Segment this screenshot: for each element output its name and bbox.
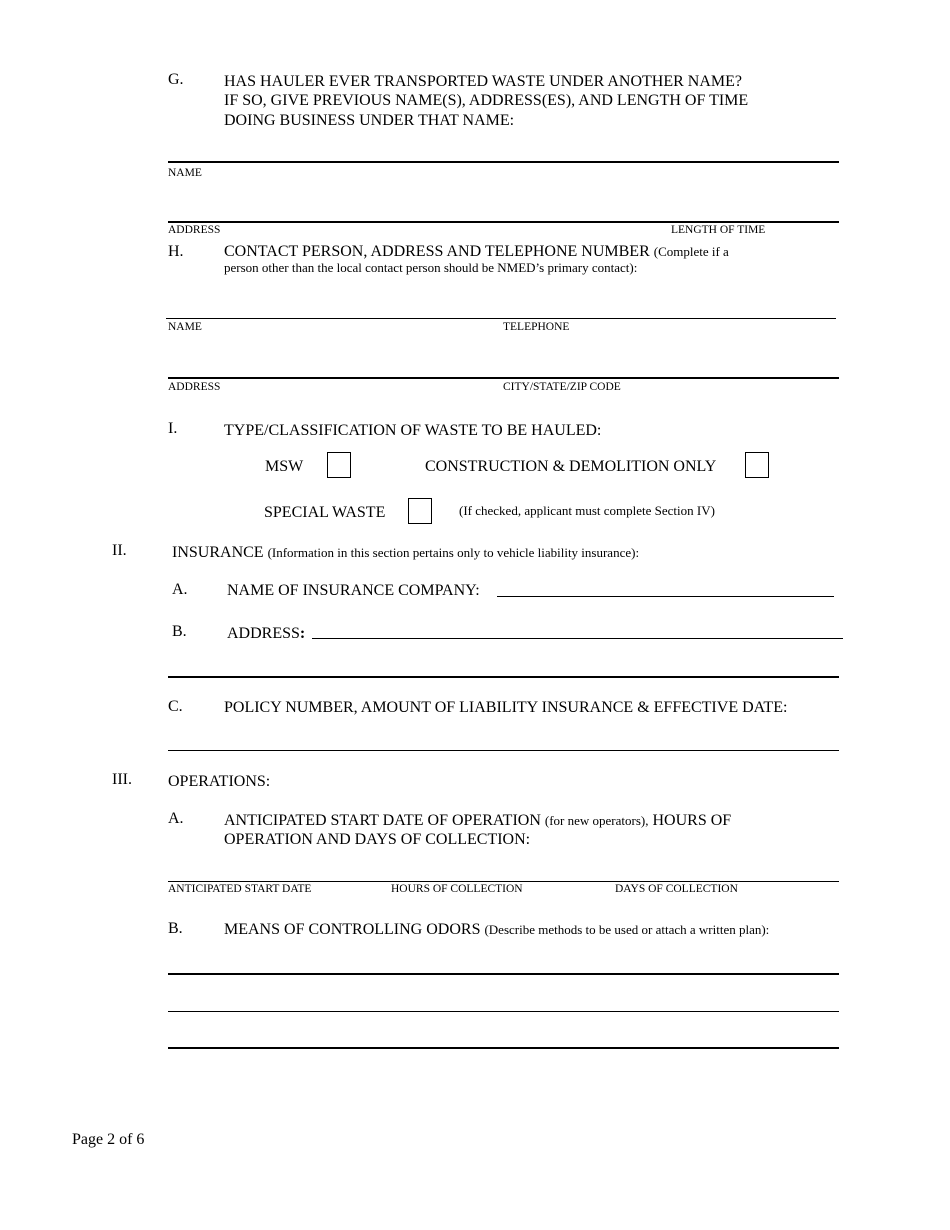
odors-line-2[interactable] bbox=[168, 1011, 839, 1012]
section-iii-a-line1-note: (for new operators), bbox=[544, 813, 649, 828]
section-ii-note: (Information in this section pertains only to vehicle liability insurance): bbox=[267, 545, 640, 560]
section-ii-title-row bbox=[172, 543, 639, 562]
g-address-label: ADDRESS bbox=[168, 224, 221, 236]
section-g-question-line1: HAS HAULER EVER TRANSPORTED WASTE UNDER ANOTHER NAME? bbox=[224, 73, 743, 90]
g-name-line[interactable] bbox=[168, 161, 839, 163]
section-iii-a-line2: OPERATION AND DAYS OF COLLECTION: bbox=[224, 831, 531, 848]
section-i-question: TYPE/CLASSIFICATION OF WASTE TO BE HAULED: bbox=[224, 422, 602, 439]
h-name-label: NAME bbox=[168, 321, 202, 333]
section-g-letter: G. bbox=[168, 71, 184, 88]
section-iii-a-line1-part1: ANTICIPATED START DATE OF OPERATION bbox=[224, 812, 541, 829]
insurance-address-label-row bbox=[227, 624, 305, 643]
insurance-company-line[interactable] bbox=[497, 596, 834, 597]
controlling-odors-note: (Describe methods to be used or attach a written plan): bbox=[484, 922, 770, 937]
special-waste-note: (If checked, applicant must complete Section IV) bbox=[459, 503, 715, 518]
insurance-address-line-2[interactable] bbox=[168, 676, 839, 678]
policy-number-label: POLICY NUMBER, AMOUNT OF LIABILITY INSURANCE & EFFECTIVE DATE: bbox=[224, 699, 788, 716]
section-h-question-text: CONTACT PERSON, ADDRESS AND TELEPHONE NUMBER bbox=[224, 243, 650, 260]
controlling-odors-label: MEANS OF CONTROLLING ODORS bbox=[224, 921, 481, 938]
odors-line-3[interactable] bbox=[168, 1047, 839, 1049]
h-address-line[interactable] bbox=[168, 377, 839, 379]
section-ii-numeral: II. bbox=[112, 542, 127, 559]
section-iii-b-letter: B. bbox=[168, 920, 183, 937]
construction-demolition-checkbox[interactable] bbox=[745, 452, 769, 478]
msw-label: MSW bbox=[265, 458, 304, 475]
page-number: Page 2 of 6 bbox=[72, 1131, 145, 1148]
days-of-collection-label: DAYS OF COLLECTION bbox=[615, 883, 738, 895]
h-city-state-zip-label: CITY/STATE/ZIP CODE bbox=[503, 381, 621, 393]
section-ii-a-letter: A. bbox=[172, 581, 188, 598]
section-h-question bbox=[224, 242, 729, 261]
h-address-label: ADDRESS bbox=[168, 381, 221, 393]
operations-line[interactable] bbox=[168, 881, 839, 882]
g-address-line[interactable] bbox=[168, 221, 839, 223]
section-iii-a-letter: A. bbox=[168, 810, 184, 827]
insurance-address-colon: : bbox=[299, 625, 306, 642]
section-iii-title: OPERATIONS: bbox=[168, 773, 271, 790]
g-name-label: NAME bbox=[168, 167, 202, 179]
section-h-note-part1: (Complete if a bbox=[653, 244, 729, 259]
h-name-telephone-line[interactable] bbox=[166, 318, 836, 319]
section-g-question-line3: DOING BUSINESS UNDER THAT NAME: bbox=[224, 112, 515, 129]
h-telephone-label: TELEPHONE bbox=[503, 321, 570, 333]
section-h-letter: H. bbox=[168, 243, 184, 260]
section-iii-numeral: III. bbox=[112, 771, 132, 788]
g-length-of-time-label: LENGTH OF TIME bbox=[671, 224, 766, 236]
insurance-address-line[interactable] bbox=[312, 638, 843, 639]
start-date-label: ANTICIPATED START DATE bbox=[168, 883, 312, 895]
section-iii-b-question bbox=[224, 920, 769, 939]
insurance-company-label: NAME OF INSURANCE COMPANY: bbox=[227, 582, 480, 599]
odors-line-1[interactable] bbox=[168, 973, 839, 975]
section-ii-title: INSURANCE bbox=[172, 544, 264, 561]
special-waste-checkbox[interactable] bbox=[408, 498, 432, 524]
section-h-note-part2: person other than the local contact person should be NMED’s primary contact): bbox=[224, 260, 638, 275]
insurance-address-label: ADDRESS bbox=[227, 625, 300, 642]
construction-demolition-label: CONSTRUCTION & DEMOLITION ONLY bbox=[425, 458, 717, 475]
hours-of-collection-label: HOURS OF COLLECTION bbox=[391, 883, 523, 895]
section-ii-c-letter: C. bbox=[168, 698, 183, 715]
section-iii-a-line1-part2: HOURS OF bbox=[652, 812, 732, 829]
msw-checkbox[interactable] bbox=[327, 452, 351, 478]
special-waste-label: SPECIAL WASTE bbox=[264, 504, 386, 521]
policy-number-line[interactable] bbox=[168, 750, 839, 751]
section-ii-b-letter: B. bbox=[172, 623, 187, 640]
section-iii-a-line1 bbox=[224, 811, 731, 830]
section-i-letter: I. bbox=[168, 420, 178, 437]
section-g-question-line2: IF SO, GIVE PREVIOUS NAME(S), ADDRESS(ES), AND LENGTH OF TIME bbox=[224, 92, 749, 109]
